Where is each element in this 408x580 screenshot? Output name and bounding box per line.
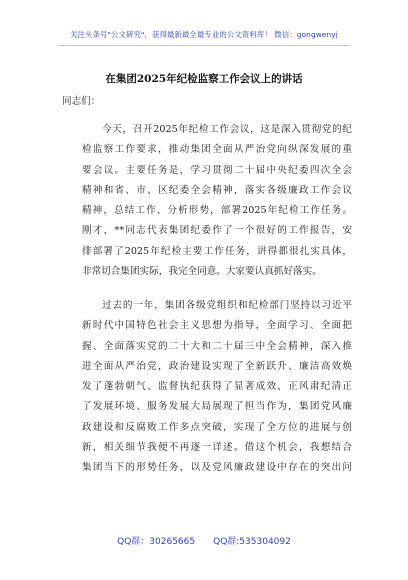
paragraph-line: 排部署了2025年纪检主要工作任务，讲得都很扎实具体， xyxy=(82,245,352,257)
paragraph-2 xyxy=(62,296,352,479)
paragraph-line: 集团当下的形势任务，以及党风廉政建设中存在的突出问 xyxy=(82,462,352,474)
paragraph-1 xyxy=(62,120,352,282)
header-divider xyxy=(58,45,350,46)
document-title: 在集团2025年纪检监察工作会议上的讲话 xyxy=(105,73,303,85)
footer xyxy=(0,534,408,547)
footer-qq-group-1: QQ群：30265665 xyxy=(117,537,196,547)
paragraph-line: 新时代中国特色社会主义思想为指导，全面学习、全面把 xyxy=(82,320,352,332)
paragraph-line: 今天，召开2025年纪检工作会议，这是深入贯彻党的纪 xyxy=(102,124,352,135)
paragraph-line: 发了蓬勃朝气、监督执纪获得了显著成效、正风肃纪清正 xyxy=(82,381,352,393)
paragraph-line: 精神，总结工作、分析形势，部署2025年纪检工作任务。 xyxy=(82,205,352,217)
paragraph-line: 了发展环境、服务发展大局展现了担当作为，集团党风廉 xyxy=(82,401,352,413)
paragraph-line: 非常切合集团实际，我完全同意。大家要认真抓好落实。 xyxy=(82,266,322,278)
paragraph-line: 新，相关细节我便不再逐一详述。借这个机会，我想结合 xyxy=(82,442,352,454)
paragraph-line: 精神和省、市、区纪委全会精神，落实各级廉政工作会议 xyxy=(82,184,352,196)
footer-qq-group-2: QQ群:535304092 xyxy=(213,537,291,547)
paragraph-line: 刚才，**同志代表集团纪委作了一个很好的工作报告，安 xyxy=(82,225,352,237)
paragraph-line: 过去的一年，集团各级党组织和纪检部门坚持以习近平 xyxy=(102,300,352,311)
paragraph-line: 检监察工作要求，推动集团全面从严治党向纵深发展的重 xyxy=(82,144,352,156)
paragraph-line: 要会议。主要任务是，学习贯彻二十届中央纪委四次全会 xyxy=(82,164,352,176)
paragraph-line: 政建设和反腐败工作多点突破，实现了全方位的进展与创 xyxy=(82,421,352,433)
header-banner: 关注头条号"公文研究"，获得最新最全最专业的公文资料库！ 微信：gongwenyj xyxy=(70,30,338,39)
salutation: 同志们： xyxy=(62,96,101,107)
paragraph-line: 握、全面落实党的二十大和二十届三中全会精神，深入推 xyxy=(82,340,352,352)
paragraph-line: 进全面从严治党，政治建设实现了全新跃升、廉洁高效焕 xyxy=(82,360,352,372)
